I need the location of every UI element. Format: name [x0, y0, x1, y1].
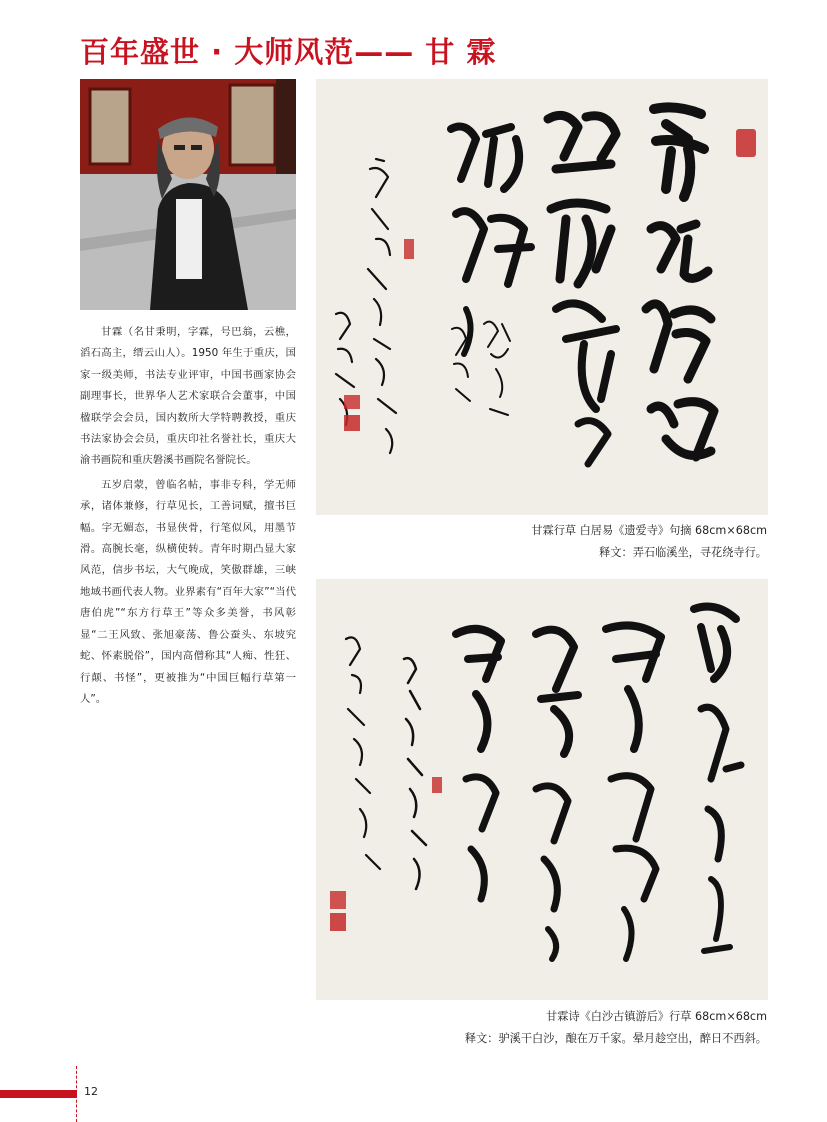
artwork-2-translation: 释文：驴溪干白沙，酿在万千家。晕月趁空出，醉日不西斜。 — [464, 1032, 767, 1045]
calligraphy-artwork-2 — [316, 579, 768, 1000]
biography-paragraph: 甘霖（名甘秉明，字霖，号巴翁，云樵，滔石高主，缙云山人）。1950 年生于重庆，国家一级美师，书法专业评审，中国书画家协会副理事长，世界华人艺术家联合会董事，中国楹联学会会员，国内数所大学特聘教授，重庆书法家协会会员，重庆印社名誉社长，重庆大渝书画院和重庆磐溪书画院名誉院长。 — [80, 326, 296, 467]
artist-portrait-photo — [80, 79, 296, 310]
biography-paragraph: 五岁启蒙，曾临名帖，事非专科，学无师承，诸体兼修，行草见长，工善词赋，擅书巨幅。字无媚态，书显侠骨，行笔似风，用墨节滑。高腕长毫，纵横使转。青年时期凸显大家风范，信步书坛，大气晚成，笑傲群雄，三峡地域书画代表人物。业界素有“百年大家”“当代唐伯虎”“东方行草王”等众多美誉，书风彰显“二王风致、张旭豪荡、鲁公蚕头、东坡究蛇、怀素脱俗”，国内高僧称其“人痴、性狂、行颠、书怪”，更被推为“中国巨幅行草第一人”。 — [80, 478, 296, 705]
footer-accent-bar — [0, 1090, 77, 1098]
footer-divider — [76, 1066, 77, 1122]
calligraphy-artwork-1 — [316, 79, 768, 515]
artwork-1-translation: 释文：弄石临溪坐，寻花绕寺行。 — [599, 546, 767, 559]
artwork-2-caption: 甘霖诗《白沙古镇游后》行草 68cm×68cm — [546, 1010, 767, 1023]
page-title: 百年盛世 · 大师风范—— 甘 霖 — [80, 35, 497, 69]
artist-biography — [80, 322, 296, 713]
page-number: 12 — [84, 1085, 98, 1098]
artwork-1-caption: 甘霖行草 白居易《遗爱寺》句摘 68cm×68cm — [531, 524, 767, 537]
